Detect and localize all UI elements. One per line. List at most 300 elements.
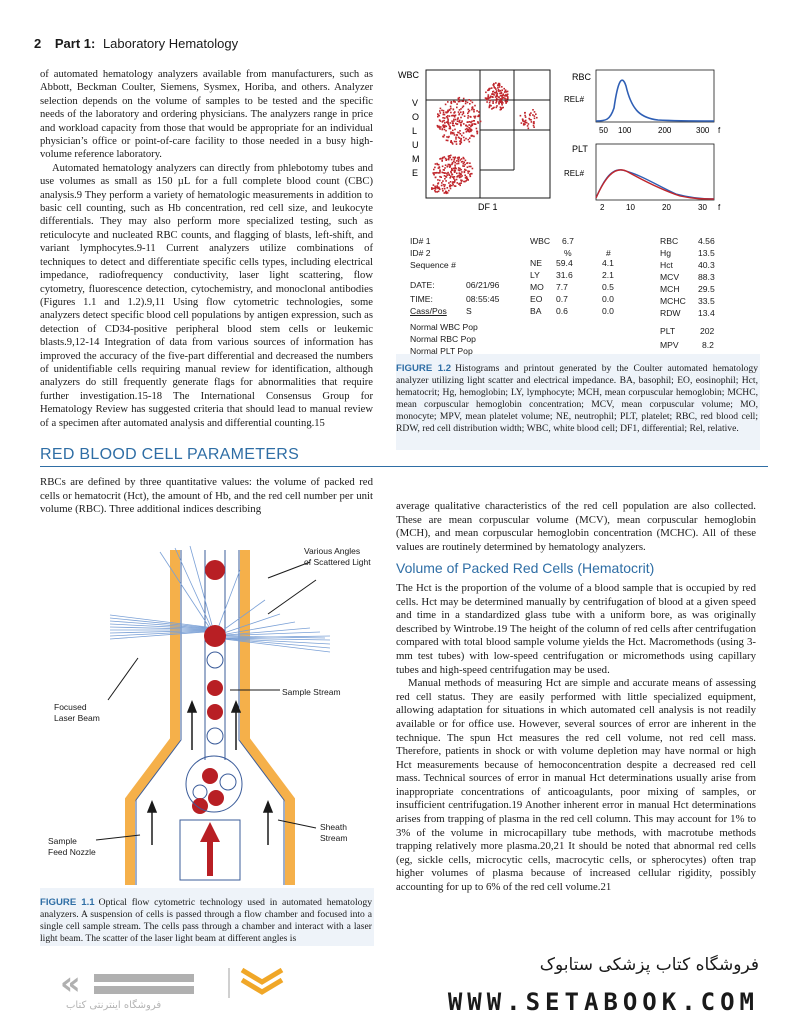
scatter-point xyxy=(459,109,461,111)
plt-histogram-label: PLT xyxy=(572,144,588,154)
scatter-point xyxy=(456,163,458,165)
scatter-point xyxy=(524,124,526,126)
scatter-point xyxy=(469,141,471,143)
scatter-point xyxy=(463,162,465,164)
cell xyxy=(204,625,226,647)
scatter-point xyxy=(458,159,460,161)
scatter-point xyxy=(463,163,465,165)
scatter-point xyxy=(443,172,445,174)
paragraph: average qualitative characteristics of the red cell population are also collected. These are mean corpuscular volume (MCV), mean corpuscular hemoglobin (MCH), and mean corpuscular hemoglobin concentration (MCHC). All of these values are routinely determined by hematology analyzers. xyxy=(396,500,756,553)
scatter-point xyxy=(489,104,491,106)
scatter-point xyxy=(454,176,456,178)
scatter-point xyxy=(467,121,469,123)
scatter-point xyxy=(461,180,463,182)
scatter-point xyxy=(473,111,475,113)
rbc-histogram-label: RBC xyxy=(572,72,592,82)
scatter-point xyxy=(534,111,536,113)
scatter-point xyxy=(524,112,526,114)
scatter-point xyxy=(467,126,469,128)
scatter-point xyxy=(439,127,441,129)
scatter-point xyxy=(461,175,463,177)
scatter-point xyxy=(433,174,435,176)
scatter-point xyxy=(449,184,451,186)
scatter-point xyxy=(444,188,446,190)
scatter-point xyxy=(497,85,499,87)
wbc-value: 6.7 xyxy=(562,236,574,246)
scatter-point xyxy=(471,129,473,131)
scatter-point xyxy=(528,118,530,120)
scatter-point xyxy=(471,135,473,137)
scatter-point xyxy=(450,165,452,167)
plt-value: 202 xyxy=(700,326,715,336)
scatter-point xyxy=(474,105,476,107)
scatter-point xyxy=(456,160,458,162)
scatter-point xyxy=(439,176,441,178)
scatter-point xyxy=(436,163,438,165)
scatter-point xyxy=(527,125,529,127)
scatter-point xyxy=(532,109,534,111)
scatter-point xyxy=(445,164,447,166)
cell xyxy=(207,652,223,668)
scatter-point xyxy=(448,157,450,159)
scatter-point xyxy=(445,158,447,160)
scatter-point xyxy=(530,119,532,121)
scatter-point xyxy=(459,168,461,170)
scatter-point xyxy=(440,158,442,160)
scatter-point xyxy=(458,137,460,139)
scatter-point xyxy=(458,111,460,113)
scatter-point xyxy=(433,184,435,186)
scatter-point xyxy=(461,120,463,122)
scatter-point xyxy=(500,98,502,100)
paragraph: Manual methods of measuring Hct are simple and accurate means of assessing red cell status. They are easily performed with little specialized equipment, allowing adaptation for situations in which automated cell analysis is not readily available or for office use. However, several sources of error are inherent in the technique. The spun Hct measures the red cell volume, not red cell mass. Therefore, patients in shock or with volume depletion may have normal or high Hct measurements because of hemoconcentration despite a decreased red cell mass. Technical sources of error in manual Hct determinations usually arise from inappropriate concentrations of anticoagulants, poor mixing of samples, or insufficient centrifugation.19 Another inherent error in manual Hct determinations arises from trapping of plasma in the red cell column. This may account for 1% to 3% of the volume in microcapillary tube methods, with macrotube methods trapping relatively more plasma.20,21 It should be noted that abnormal red cells (eg, sickle cells, microcytic cells, macrocytic cells, or spherocytes) often trap higher volumes of plasma because of increased cellular rigidity, possibly accounting for up to 6% of the red cell volume.21 xyxy=(396,677,756,894)
scatter-point xyxy=(463,158,465,160)
scatter-point xyxy=(461,100,463,102)
scatter-point xyxy=(444,192,446,194)
scatter-x-label: DF 1 xyxy=(478,202,498,212)
scatter-point xyxy=(453,132,455,134)
scatter-point xyxy=(452,130,454,132)
scatter-point xyxy=(443,124,445,126)
scatter-point xyxy=(469,171,471,173)
scatter-point xyxy=(442,166,444,168)
scatter-point xyxy=(460,108,462,110)
scatter-point xyxy=(437,116,439,118)
scatter-point xyxy=(460,159,462,161)
scatter-point xyxy=(449,155,451,157)
scatter-point xyxy=(446,140,448,142)
scatter-point xyxy=(438,167,440,169)
scatter-point xyxy=(444,122,446,124)
label-scatter: Various Angles xyxy=(304,546,361,556)
scatter-point xyxy=(439,119,441,121)
section-heading: RED BLOOD CELL PARAMETERS xyxy=(40,446,300,463)
scatter-point xyxy=(439,171,441,173)
scatter-point xyxy=(450,122,452,124)
scatter-point xyxy=(450,106,452,108)
scatter-point xyxy=(470,116,472,118)
rbc-axis-ticks xyxy=(599,126,721,135)
scatter-point xyxy=(461,161,463,163)
plt-rel-label: REL# xyxy=(564,169,585,178)
scatter-point xyxy=(532,114,534,116)
scatter-point xyxy=(448,190,450,192)
scatter-point xyxy=(489,88,491,90)
scatter-point xyxy=(473,116,475,118)
scatter-point xyxy=(448,182,450,184)
scatter-point xyxy=(445,104,447,106)
scatter-point xyxy=(473,136,475,138)
scatter-point xyxy=(474,123,476,125)
scatter-point xyxy=(448,174,450,176)
scatter-point xyxy=(454,168,456,170)
caption-text: Optical flow cytometric technology used in automated hematology analyzers. A suspension of cells is passed through a flow chamber and focused into a single cell sample stream. The cells pass through a chamber and interact with a laser light beam. The scatter of the laser light beam at different angles is xyxy=(40,897,372,944)
figure-label: FIGURE 1.2 xyxy=(396,363,452,374)
scatter-point xyxy=(443,136,445,138)
scatter-point xyxy=(507,91,509,93)
scatter-point xyxy=(450,155,452,157)
scatter-point xyxy=(492,96,494,98)
rbc-rel-label: REL# xyxy=(564,95,585,104)
scatter-point xyxy=(456,103,458,105)
scatter-point xyxy=(441,160,443,162)
scatter-point xyxy=(452,176,454,178)
scatter-point xyxy=(446,121,448,123)
scatter-point xyxy=(477,122,479,124)
scatter-point xyxy=(454,141,456,143)
scatter-point xyxy=(447,110,449,112)
scatter-point xyxy=(459,113,461,115)
scatter-point xyxy=(478,116,480,118)
scatter-point xyxy=(450,171,452,173)
scatter-point xyxy=(452,163,454,165)
running-head xyxy=(34,36,238,51)
scatter-point xyxy=(463,123,465,125)
scatter-point xyxy=(444,129,446,131)
scatter-point xyxy=(490,100,492,102)
scatter-point xyxy=(458,101,460,103)
scatter-point xyxy=(438,164,440,166)
scatter-point xyxy=(460,122,462,124)
scatter-point xyxy=(449,166,451,168)
scatter-point xyxy=(454,129,456,131)
svg-text:10: 10 xyxy=(626,203,635,212)
scatter-point xyxy=(454,162,456,164)
scatter-point xyxy=(502,107,504,109)
cass-label: Cass/Pos xyxy=(410,306,447,316)
svg-text:300: 300 xyxy=(696,126,710,135)
scatter-point xyxy=(456,179,458,181)
scatter-point xyxy=(467,102,469,104)
scatter-point xyxy=(498,96,500,98)
scatter-cell-populations xyxy=(431,82,537,194)
scatter-point xyxy=(432,172,434,174)
scatter-point xyxy=(446,192,448,194)
scatter-point xyxy=(447,166,449,168)
normal-rbc: Normal RBC Pop xyxy=(410,334,476,344)
scatter-point xyxy=(533,122,535,124)
running-title: Laboratory Hematology xyxy=(102,36,239,51)
scatter-point xyxy=(444,184,446,186)
scatter-point xyxy=(454,101,456,103)
scatter-point xyxy=(455,137,457,139)
scatter-point xyxy=(454,134,456,136)
scatter-point xyxy=(452,182,454,184)
scatter-point xyxy=(486,98,488,100)
scatter-point xyxy=(456,173,458,175)
scatter-point xyxy=(448,164,450,166)
scatter-point xyxy=(496,101,498,103)
scatter-point xyxy=(471,107,473,109)
scatter-point xyxy=(460,124,462,126)
sequence-label: Sequence # xyxy=(410,260,456,270)
paragraph: Automated hematology analyzers can directly from phlebotomy tubes and use volumes as small as 150 µL for a full complete blood count (CBC) analysis.9 They perform a variety of hematologic measurements in addition to basic cell counting, such as Hb concentration, red cell size, and leukocyte differentials. They may also perform more specialized testing, such as reticulocyte and nucleated RBC counts, and flagging of blasts, left-shift, and variant lymphocytes.9-11 Current analyzers utilize combinations of techniques to detect and differentiate specific cells types, including electrical impedance, radiofrequency conductivity, laser light scattering, flow cytometry, fluorescence detection, cytochemistry, and monoclonal antibodies (Figures 1.1 and 1.2).9,11 Using flow cytometric technologies, some analyzers detect specific blood cell populations by antigen expression, such as detection of CD34-positive peripheral blood stem cells or leukemic blasts.9,12-14 Integration of data from various sources of information has improved the accuracy of the five-part differential and decreased the numbers of unidentifiable cells requiring manual review for identification, although analyzers do still frequently generate flags for abnormalities that require further investigation.15-18 The International Consensus Group for Hematology Review has suggested criteria that should lead to manual review of a specimen after automated analysis and differential counting.15 xyxy=(40,162,373,429)
scatter-point xyxy=(439,189,441,191)
scatter-point xyxy=(450,141,452,143)
laser-beam xyxy=(110,615,215,639)
scatter-point xyxy=(457,117,459,119)
scatter-point xyxy=(443,126,445,128)
time-value: 08:55:45 xyxy=(466,294,500,304)
scatter-point xyxy=(468,111,470,113)
scatter-point xyxy=(433,169,435,171)
paragraph: of automated hematology analyzers available from manufacturers, such as Abbott, Beckman Coulter, Siemens, Sysmex, Horiba, and others. Analyzer selection depends on the volume of samples to be tested and the specific needs of the laboratory and ordering physicians. The analyzers range in price and workload capacity from those that would be appropriate for an individual physician’s office or point-of-care facility to those needed in a busy high-volume reference laboratory. xyxy=(40,69,373,161)
scatter-point xyxy=(443,110,445,112)
scatter-point xyxy=(460,117,462,119)
scatter-point xyxy=(465,129,467,131)
volume-letter: M xyxy=(412,154,420,164)
scatter-point xyxy=(458,98,460,100)
scatter-point xyxy=(487,96,489,98)
scatter-point xyxy=(528,128,530,130)
scatter-point xyxy=(507,98,509,100)
cass-value: S xyxy=(466,306,472,316)
scatter-point xyxy=(495,82,497,84)
scatter-point xyxy=(435,163,437,165)
plt-curve-blue xyxy=(596,170,714,199)
scatter-point xyxy=(454,111,456,113)
scatter-point xyxy=(467,166,469,168)
scatter-point xyxy=(456,107,458,109)
cell xyxy=(207,680,223,696)
scatter-point xyxy=(464,171,466,173)
scatter-point xyxy=(460,111,462,113)
right-column xyxy=(396,500,756,895)
scatter-point xyxy=(442,120,444,122)
scatter-point xyxy=(443,112,445,114)
label-scatter: of Scattered Light xyxy=(304,557,371,567)
scatter-point xyxy=(458,169,460,171)
leader-line xyxy=(268,580,316,614)
scatter-point xyxy=(461,173,463,175)
scatter-point xyxy=(493,84,495,86)
scatter-point xyxy=(470,125,472,127)
pct-header: % xyxy=(564,248,572,258)
scatter-point xyxy=(501,92,503,94)
plt-axis-ticks xyxy=(600,203,721,212)
scatter-point xyxy=(453,125,455,127)
scatter-point xyxy=(487,99,489,101)
scatter-point xyxy=(455,123,457,125)
scatter-point xyxy=(485,92,487,94)
scatter-point xyxy=(494,87,496,89)
scatter-point xyxy=(500,109,502,111)
scatter-point xyxy=(525,120,527,122)
scatter-point xyxy=(460,182,462,184)
scatter-point xyxy=(524,115,526,117)
scatter-point xyxy=(505,90,507,92)
num-header: # xyxy=(606,248,611,258)
scatter-point xyxy=(460,138,462,140)
scatter-point xyxy=(442,188,444,190)
scatter-point xyxy=(440,126,442,128)
scatter-point xyxy=(494,92,496,94)
scatter-point xyxy=(453,119,455,121)
wbc-label: WBC xyxy=(530,236,551,246)
scatter-point xyxy=(459,185,461,187)
scatter-point xyxy=(455,119,457,121)
scatter-point xyxy=(449,126,451,128)
scatter-point xyxy=(467,113,469,115)
scatter-point xyxy=(455,170,457,172)
scatter-point xyxy=(458,175,460,177)
paragraph: The Hct is the proportion of the volume of a blood sample that is occupied by red cells. Hct may be determined manually by centrifugation of blood at a given speed and time in a standardized glass tube with a uniform bore, as was originally described by Wintrobe.19 The height of the column of red cells after centrifugation compared with total blood sample volume yields the Hct. Macromethods (using 3-mm test tubes) with low-speed centrifugation or micromethods using capillary tubes and high-speed centrifugation may be used. xyxy=(396,581,756,676)
scatter-point xyxy=(467,179,469,181)
scatter-point xyxy=(448,137,450,139)
scatter-point xyxy=(503,88,505,90)
label-nozzle: Feed Nozzle xyxy=(48,847,96,857)
scatter-point xyxy=(451,168,453,170)
scatter-point xyxy=(468,115,470,117)
scatter-point xyxy=(470,166,472,168)
scatter-point xyxy=(490,97,492,99)
scatter-point xyxy=(467,172,469,174)
scatter-point xyxy=(447,101,449,103)
date-label: DATE: xyxy=(410,280,435,290)
id2-label: ID# 2 xyxy=(410,248,431,258)
scatter-point xyxy=(467,117,469,119)
scatter-point xyxy=(496,105,498,107)
scatter-point xyxy=(472,102,474,104)
scatter-point xyxy=(446,126,448,128)
scatter-point xyxy=(492,93,494,95)
scatter-point xyxy=(431,188,433,190)
figure-1-1-caption xyxy=(40,897,372,945)
scatter-point xyxy=(438,126,440,128)
scatter-point xyxy=(525,116,527,118)
scatter-point xyxy=(478,111,480,113)
scatter-point xyxy=(500,90,502,92)
scatter-point xyxy=(522,119,524,121)
scatter-point xyxy=(443,169,445,171)
scatter-point xyxy=(441,129,443,131)
store-title: فروشگاه کتاب پزشکی ستابوک xyxy=(539,955,759,975)
scatter-point xyxy=(471,173,473,175)
scatter-point xyxy=(445,130,447,132)
scatter-point xyxy=(498,90,500,92)
scatter-point xyxy=(472,168,474,170)
scatter-point xyxy=(452,123,454,125)
scatter-point xyxy=(470,100,472,102)
scatter-point xyxy=(449,157,451,159)
scatter-point xyxy=(505,101,507,103)
scatter-point xyxy=(445,176,447,178)
scatter-point xyxy=(447,172,449,174)
scatter-point xyxy=(447,123,449,125)
plt-curve-red xyxy=(596,170,714,199)
scatter-point xyxy=(498,101,500,103)
scatter-point xyxy=(446,174,448,176)
cell xyxy=(208,790,224,806)
logo-glyph: « xyxy=(60,964,81,1002)
scatter-point xyxy=(455,138,457,140)
scatter-point xyxy=(465,125,467,127)
scatter-point xyxy=(465,160,467,162)
scatter-point xyxy=(489,102,491,104)
scatter-point xyxy=(449,115,451,117)
scatter-point xyxy=(463,98,465,100)
scatter-point xyxy=(444,178,446,180)
scatter-point xyxy=(459,172,461,174)
scatter-point xyxy=(454,164,456,166)
scatter-point xyxy=(452,115,454,117)
scatter-point xyxy=(450,131,452,133)
scatter-point xyxy=(493,91,495,93)
scatter-point xyxy=(444,117,446,119)
analyzer-printout: ID# 1 ID# 2 Sequence # DATE: 06/21/96 TIME: 08:55:45 Cass/Pos S Normal WBC Pop Normal RBC Pop Normal PLT Pop WBC 6.7 % # NE 59.4 4.1 LY 31.6 2.1 MO 7.7 0.5 EO 0.7 0.0 BA 0.6 0.0 RBC 4.56 Hg 13.5 Hct 40.3 MCV 88.3 MCH 29.5 MCHC 33.5 RDW 13.4 PLT 202 MPV 8.2 xyxy=(410,236,715,356)
scatter-point xyxy=(533,126,535,128)
scatter-point xyxy=(459,176,461,178)
scatter-point xyxy=(502,102,504,104)
scatter-point xyxy=(463,111,465,113)
scatter-point xyxy=(476,128,478,130)
scatter-point xyxy=(450,102,452,104)
scatter-point xyxy=(453,120,455,122)
part-label: Part 1: xyxy=(54,36,96,51)
cell xyxy=(192,798,208,814)
svg-text:200: 200 xyxy=(658,126,672,135)
scatter-point xyxy=(469,103,471,105)
store-url[interactable]: WWW.SETABOOK.COM xyxy=(447,988,759,1016)
wbc-scatter-label: WBC xyxy=(398,70,419,80)
scatter-point xyxy=(447,187,449,189)
scatter-point xyxy=(458,157,460,159)
scatter-point xyxy=(450,112,452,114)
scatter-point xyxy=(451,159,453,161)
rbc-histogram-frame xyxy=(596,70,714,122)
scatter-point xyxy=(450,188,452,190)
scatter-point xyxy=(475,116,477,118)
cell xyxy=(205,560,225,580)
scatter-point xyxy=(463,132,465,134)
scatter-point xyxy=(456,134,458,136)
normal-wbc: Normal WBC Pop xyxy=(410,322,478,332)
scatter-point xyxy=(468,99,470,101)
label-laser: Focused xyxy=(54,702,87,712)
scatter-point xyxy=(486,101,488,103)
scatter-point xyxy=(459,130,461,132)
scatter-point xyxy=(473,109,475,111)
volume-letter: E xyxy=(412,168,419,178)
scatter-point xyxy=(524,122,526,124)
scatter-point xyxy=(445,159,447,161)
scatter-point xyxy=(463,181,465,183)
scatter-point xyxy=(501,89,503,91)
scatter-point xyxy=(454,157,456,159)
red-cells xyxy=(186,560,242,814)
scatter-point xyxy=(440,108,442,110)
scatter-point xyxy=(496,94,498,96)
